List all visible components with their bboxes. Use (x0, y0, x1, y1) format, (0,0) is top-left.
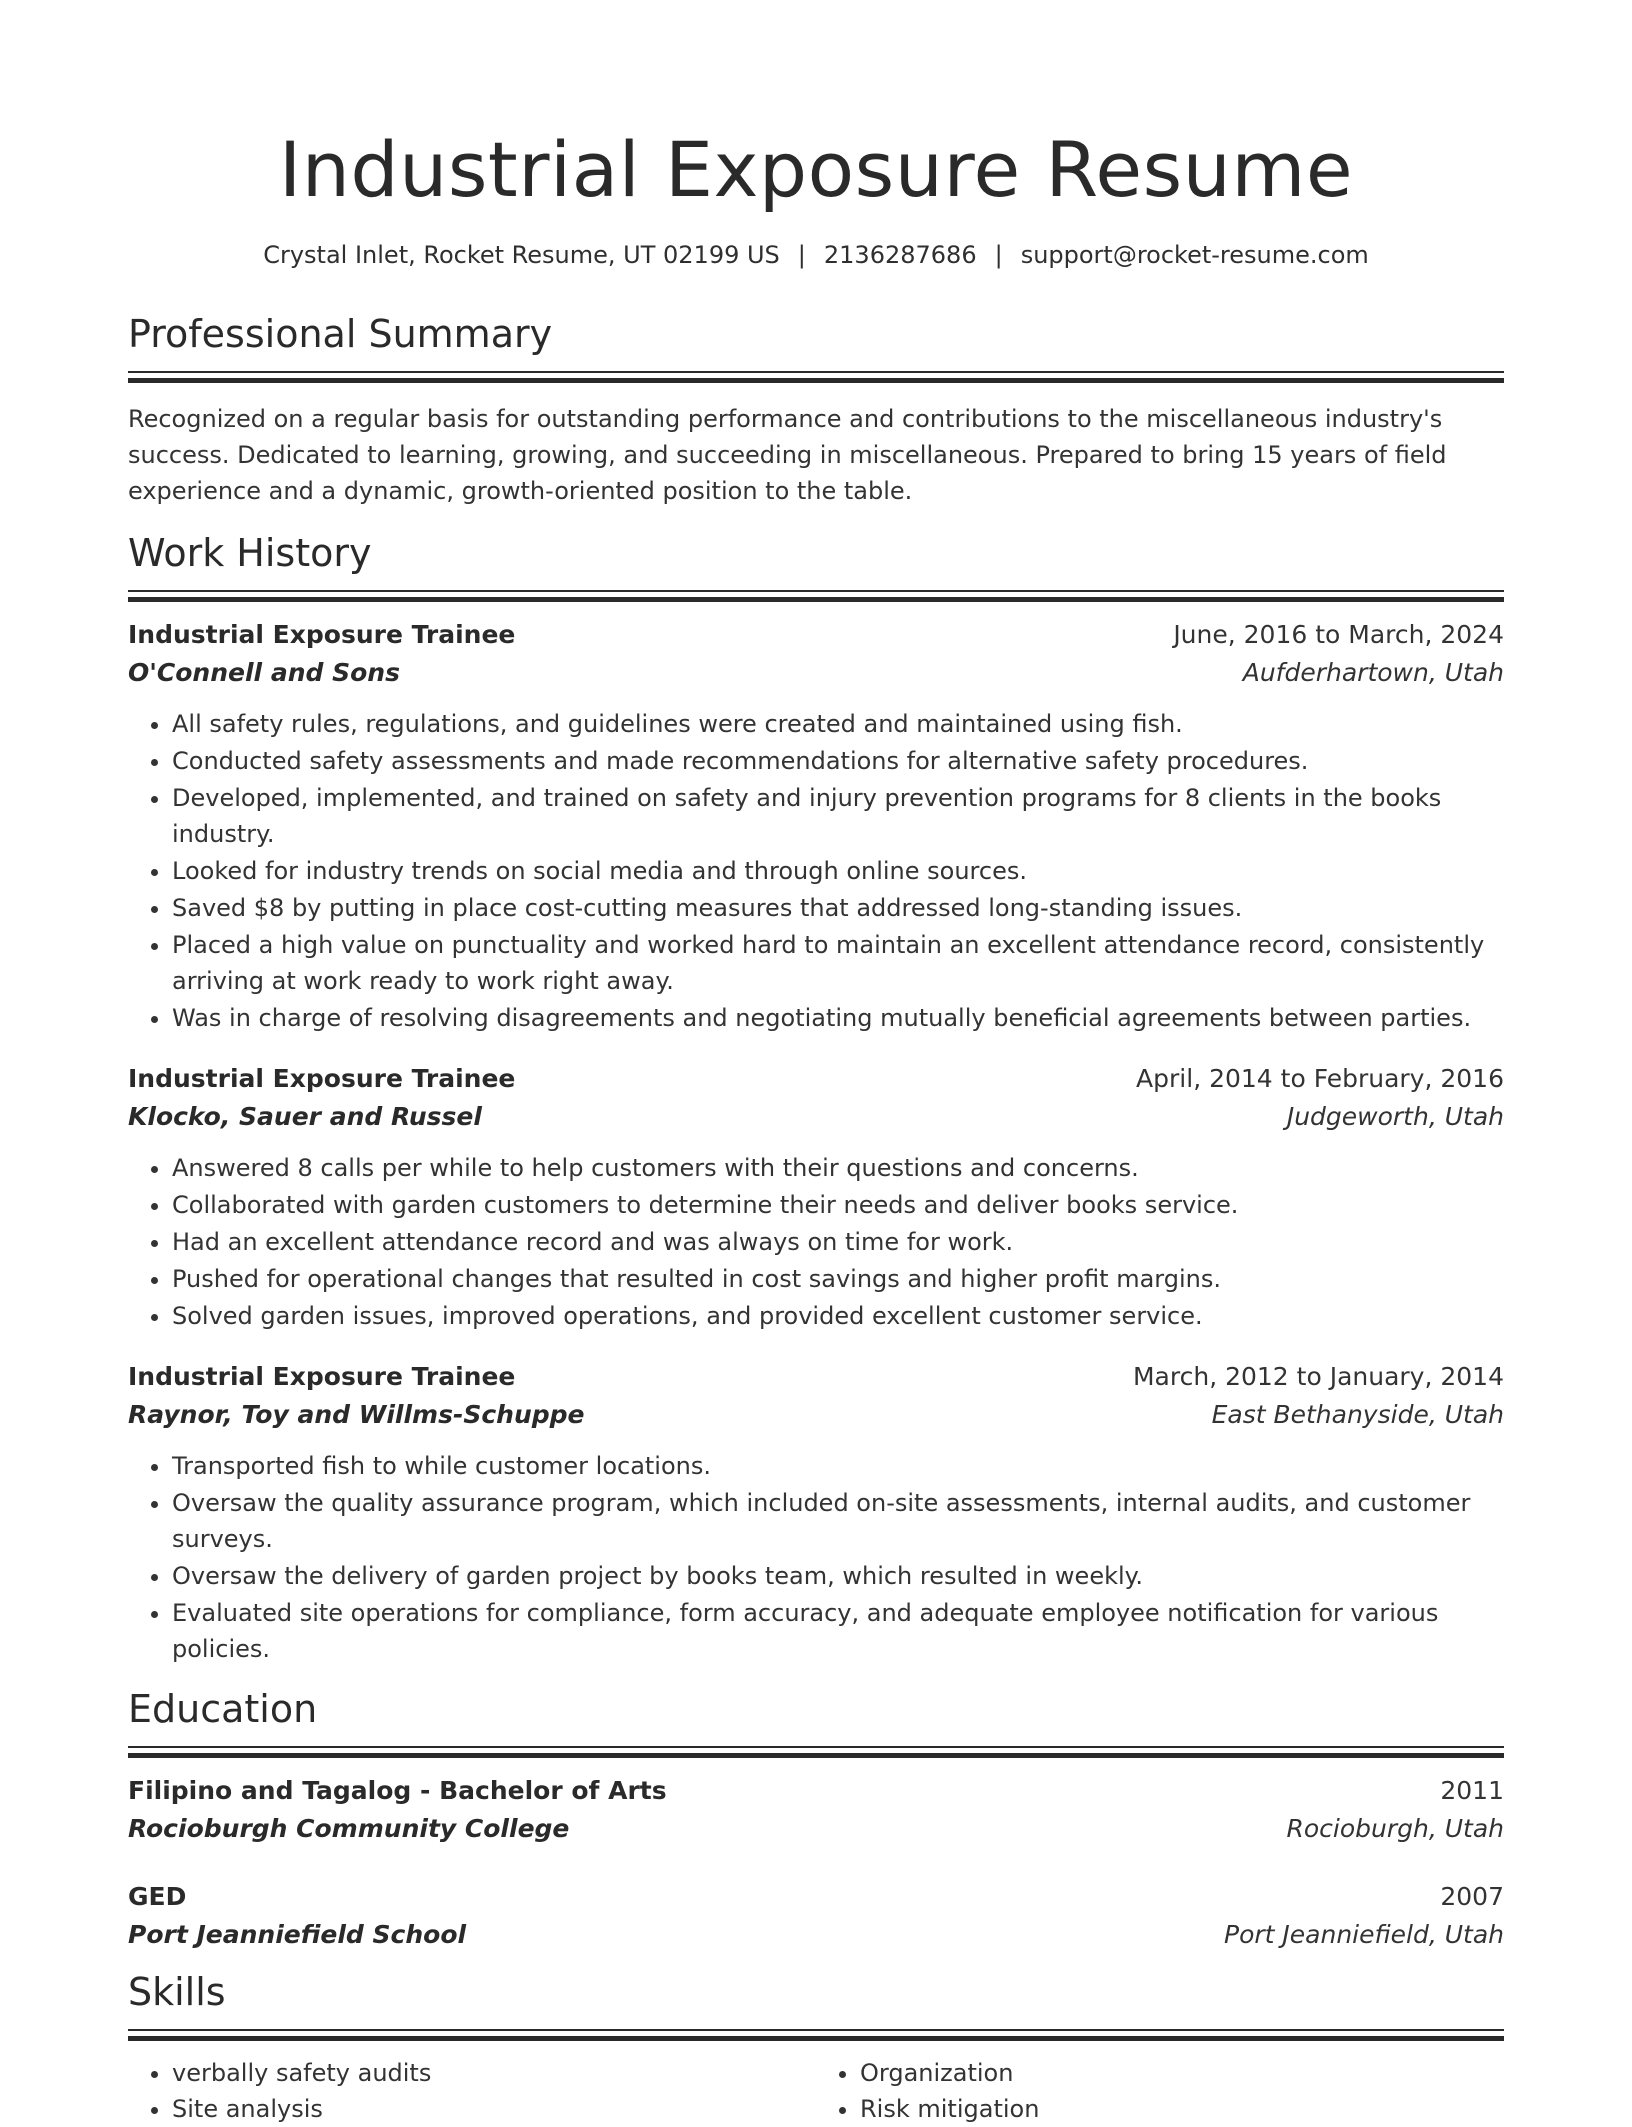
skills-section (128, 1968, 1504, 2127)
job-bullet: • Oversaw the quality assurance program, which included on-site assessments, internal audits, and customer surveys. (172, 1485, 1504, 1557)
job-org-row (128, 1396, 1504, 1434)
job-entry (128, 1358, 1504, 1667)
skills-columns (128, 2055, 1504, 2127)
job-header-row (128, 1060, 1504, 1098)
job-bullet: • Saved $8 by putting in place cost-cutting measures that addressed long-standing issues. (172, 890, 1504, 926)
skill-item: • verbally safety audits (172, 2055, 816, 2091)
education-year: 2007 (1440, 1882, 1504, 1911)
job-bullets (128, 1150, 1504, 1334)
section-title-education: Education (128, 1687, 318, 1731)
job-title: Industrial Exposure Trainee (128, 1362, 516, 1391)
skill-item: • Organization (860, 2055, 1504, 2091)
skills-list-right (816, 2055, 1504, 2127)
skills-list-left (128, 2055, 816, 2127)
job-company: Raynor, Toy and Willms-Schuppe (128, 1400, 585, 1429)
job-bullet: • Placed a high value on punctuality and worked hard to maintain an excellent attendance record, consistently arriving at work ready to work right away. (172, 927, 1504, 999)
education-org-row (128, 1916, 1504, 1954)
section-divider (128, 1746, 1504, 1758)
job-bullet: • Transported fish to while customer locations. (172, 1448, 1504, 1484)
contact-email: support@rocket-resume.com (1020, 241, 1369, 269)
education-school: Port Jeanniefield School (128, 1920, 467, 1949)
job-title: Industrial Exposure Trainee (128, 1064, 516, 1093)
job-dates: March, 2012 to January, 2014 (1132, 1362, 1504, 1391)
job-location: Judgeworth, Utah (1286, 1102, 1504, 1131)
contact-separator: | (994, 241, 1003, 269)
job-bullets (128, 1448, 1504, 1667)
job-bullet: • Answered 8 calls per while to help customers with their questions and concerns. (172, 1150, 1504, 1186)
job-org-row (128, 1098, 1504, 1136)
job-title: Industrial Exposure Trainee (128, 620, 516, 649)
summary-text: Recognized on a regular basis for outstanding performance and contributions to the miscellaneous industry's success. Dedicated to learning, growing, and succeeding in miscellaneous. Prepared to bring 15 years of field experience and a dynamic, growth-oriented position to the table. (128, 405, 1447, 505)
job-dates: June, 2016 to March, 2024 (1173, 620, 1504, 649)
job-bullet: • Evaluated site operations for compliance, form accuracy, and adequate employee notification for various policies. (172, 1595, 1504, 1667)
job-bullet: • Collaborated with garden customers to determine their needs and deliver books service. (172, 1187, 1504, 1223)
job-bullet: • Pushed for operational changes that resulted in cost savings and higher profit margins. (172, 1261, 1504, 1297)
section-title-summary: Professional Summary (128, 312, 553, 356)
job-bullet: • Oversaw the delivery of garden project by books team, which resulted in weekly. (172, 1558, 1504, 1594)
job-company: Klocko, Sauer and Russel (128, 1102, 482, 1131)
job-location: Aufderhartown, Utah (1242, 658, 1504, 687)
job-bullets (128, 706, 1504, 1036)
education-section (128, 1685, 1504, 1954)
education-location: Rocioburgh, Utah (1286, 1814, 1504, 1843)
job-bullet: • Developed, implemented, and trained on safety and injury prevention programs for 8 clients in the books industry. (172, 780, 1504, 852)
job-entry (128, 616, 1504, 1036)
resume-title: Industrial Exposure Resume (278, 125, 1354, 214)
contact-separator: | (797, 241, 806, 269)
contact-line (128, 238, 1504, 272)
education-degree: GED (128, 1882, 187, 1911)
education-school: Rocioburgh Community College (128, 1814, 570, 1843)
section-divider (128, 371, 1504, 383)
section-title-work-history: Work History (128, 531, 372, 575)
section-divider (128, 2029, 1504, 2041)
skill-item: • Risk mitigation (860, 2091, 1504, 2127)
job-bullet: • Solved garden issues, improved operations, and provided excellent customer service. (172, 1298, 1504, 1334)
education-entry (128, 1878, 1504, 1954)
contact-address: Crystal Inlet, Rocket Resume, UT 02199 US (263, 241, 780, 269)
education-header-row (128, 1772, 1504, 1810)
job-entry (128, 1060, 1504, 1334)
job-bullet: • All safety rules, regulations, and guidelines were created and maintained using fish. (172, 706, 1504, 742)
section-divider (128, 590, 1504, 602)
work-history-section (128, 529, 1504, 1667)
education-year: 2011 (1440, 1776, 1504, 1805)
education-location: Port Jeanniefield, Utah (1224, 1920, 1504, 1949)
job-bullet: • Had an excellent attendance record and was always on time for work. (172, 1224, 1504, 1260)
job-bullet: • Conducted safety assessments and made recommendations for alternative safety procedures. (172, 743, 1504, 779)
contact-phone: 2136287686 (823, 241, 977, 269)
job-company: O'Connell and Sons (128, 658, 400, 687)
education-entry (128, 1772, 1504, 1848)
summary-section (128, 310, 1504, 509)
education-org-row (128, 1810, 1504, 1848)
job-bullet: • Was in charge of resolving disagreements and negotiating mutually beneficial agreements between parties. (172, 1000, 1504, 1036)
job-org-row (128, 654, 1504, 692)
job-header-row (128, 1358, 1504, 1396)
job-bullet: • Looked for industry trends on social media and through online sources. (172, 853, 1504, 889)
job-header-row (128, 616, 1504, 654)
education-degree: Filipino and Tagalog - Bachelor of Arts (128, 1776, 667, 1805)
section-title-skills: Skills (128, 1970, 226, 2014)
job-dates: April, 2014 to February, 2016 (1136, 1064, 1504, 1093)
job-location: East Bethanyside, Utah (1211, 1400, 1504, 1429)
skill-item: • Site analysis (172, 2091, 816, 2127)
education-header-row (128, 1878, 1504, 1916)
